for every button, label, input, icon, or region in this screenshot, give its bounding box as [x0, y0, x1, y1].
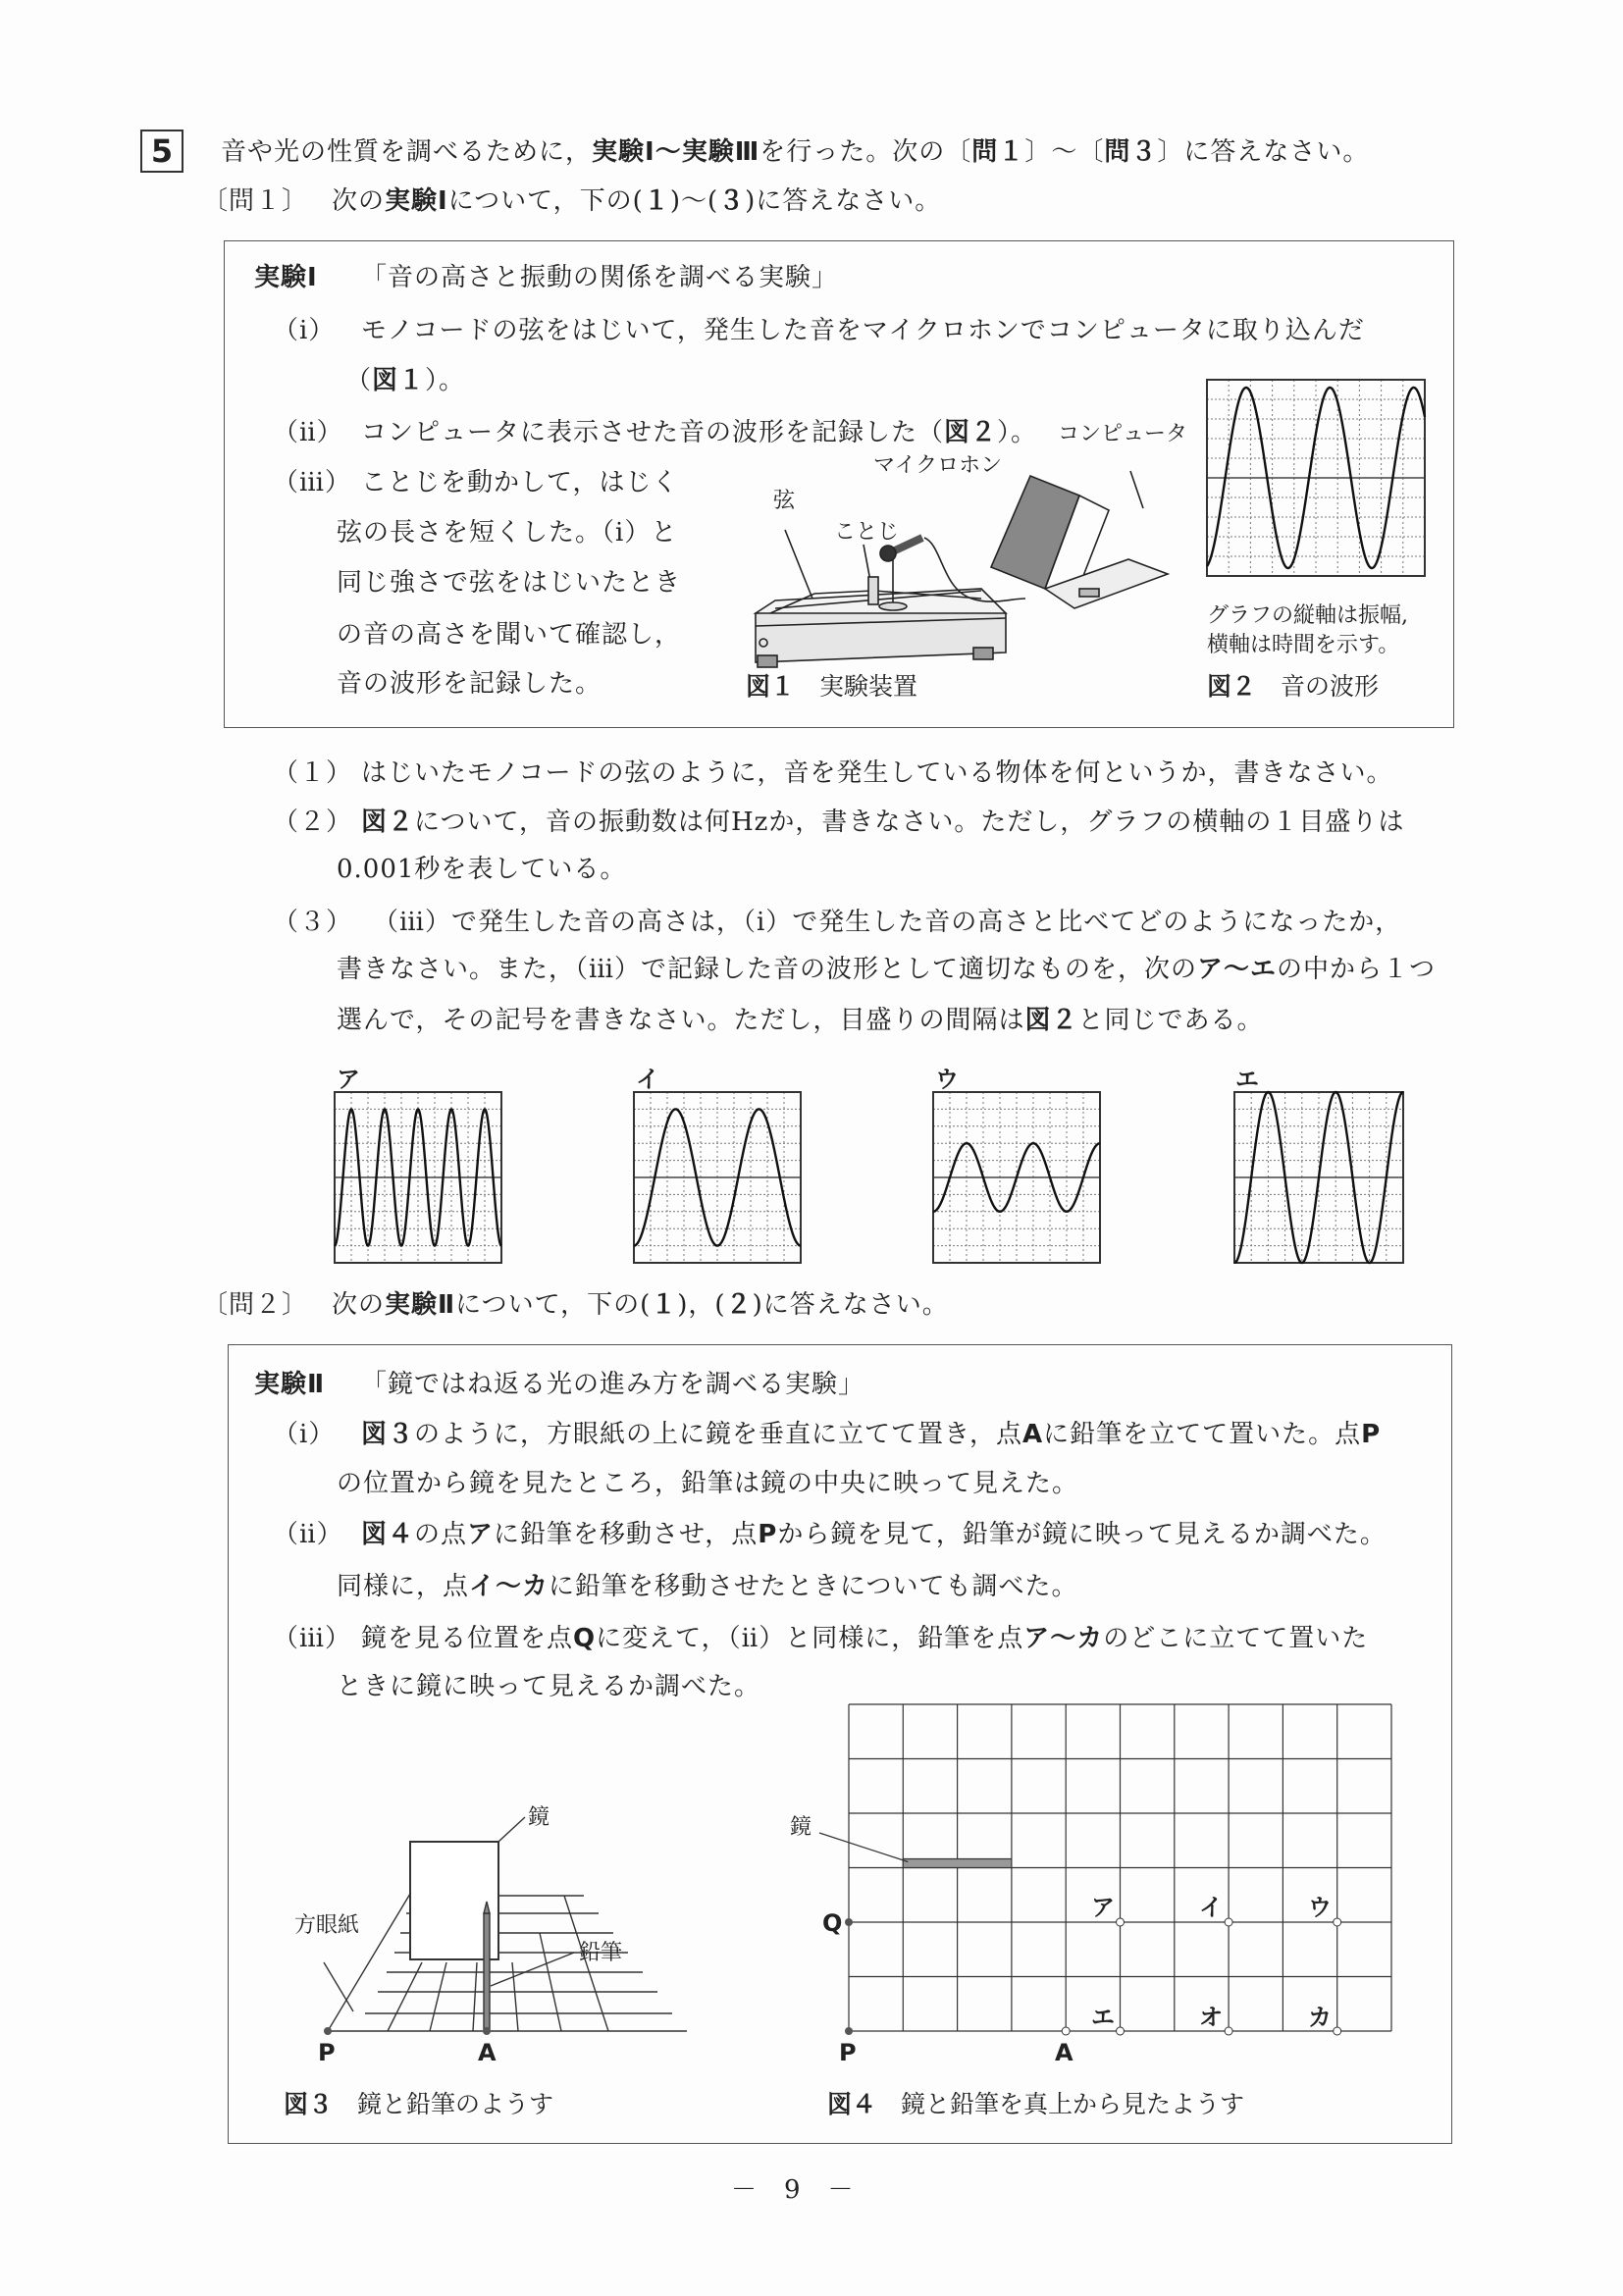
- exp1-title: 「音の高さと振動の関係を調べる実験」: [361, 263, 839, 292]
- fig3-point-p: P: [318, 2039, 336, 2066]
- question-text: [373, 907, 1401, 938]
- fig1-number: 図１: [746, 672, 796, 701]
- bold-text-segment: 問３: [1104, 137, 1158, 167]
- exp2-step-line: [361, 1519, 1387, 1550]
- text-segment: コンピュータに表示させた音の波形を記録した（: [361, 418, 945, 447]
- exp1-step-line: [361, 417, 1037, 448]
- fig2-title: 音の波形: [1281, 672, 1380, 701]
- fig4-point-label: ウ: [1308, 1894, 1332, 1921]
- text-segment: 〕～〔: [1024, 137, 1105, 167]
- exp2-title-label: 実験Ⅱ: [254, 1370, 326, 1399]
- fig4-point-label: イ: [1199, 1894, 1223, 1921]
- text-segment: の中から１つ: [1276, 955, 1436, 984]
- exp2-step-label: （ⅲ）: [273, 1624, 351, 1653]
- text-segment: の音の高さを聞いて確認し，: [337, 620, 682, 650]
- fig3-mirror-label: 鏡: [528, 1805, 550, 1830]
- fig4-point-label: エ: [1091, 2004, 1115, 2031]
- question-text: [337, 1005, 1264, 1036]
- exp2-title: 「鏡ではね返る光の進み方を調べる実験」: [361, 1370, 865, 1399]
- text-segment: の位置から鏡を見たところ，鉛筆は鏡の中央に映って見えた。: [337, 1469, 1079, 1498]
- text-segment: 音の波形を記録した。: [337, 669, 602, 699]
- fig4-point-label: ア: [1091, 1894, 1115, 1921]
- pencil-position-dot: [1117, 2027, 1125, 2035]
- fig3-pencil-label: 鉛筆: [579, 1941, 623, 1965]
- exp2-step-label: （ⅱ）: [273, 1520, 343, 1549]
- text-segment: 選んで，その記号を書きなさい。ただし，目盛りの間隔は: [337, 1006, 1025, 1035]
- fig4-point-a: A: [1055, 2039, 1073, 2066]
- bold-text-segment: 図１: [372, 366, 426, 395]
- exp1-step-label: （ⅰ）: [273, 316, 336, 345]
- fig4-title: 鏡と鉛筆を真上から見たようす: [901, 2090, 1245, 2118]
- text-segment: について，下の(: [455, 1290, 652, 1320]
- text-segment: について，下の(: [447, 186, 644, 216]
- text-segment: （: [345, 366, 373, 395]
- text-segment: 同じ強さで弦をはじいたとき: [337, 568, 682, 598]
- text-segment: ）。: [425, 366, 466, 395]
- fig4-point-q: Q: [822, 1909, 843, 1937]
- fig4-point-label: オ: [1199, 2004, 1223, 2031]
- q1-text: [332, 185, 941, 217]
- text-segment: 〕に答えなさい。: [1157, 137, 1370, 167]
- option-i-waveform: [634, 1092, 801, 1263]
- text-segment: )に答えなさい。: [745, 186, 942, 216]
- microphone-label: マイクロホン: [873, 453, 1003, 478]
- option-a-waveform: [335, 1092, 501, 1263]
- exp1-step-line: [337, 517, 677, 548]
- page-number: － 9 －: [731, 2175, 855, 2205]
- text-segment: 次の: [332, 186, 386, 216]
- point-p-dot: [845, 2027, 853, 2035]
- fig4-number: 図４: [827, 2090, 877, 2118]
- text-segment: のように，方眼紙の上に鏡を垂直に立てて置き，点: [414, 1420, 1022, 1449]
- text-segment: 同様に，点: [337, 1572, 470, 1601]
- fig4-point-label: カ: [1308, 2004, 1332, 2031]
- q1-label: 〔問１〕: [202, 186, 309, 216]
- option-e-waveform: [1234, 1092, 1403, 1263]
- mirror-mark: [903, 1859, 1012, 1868]
- text-segment: モノコードの弦をはじいて，発生した音をマイクロホンでコンピュータに取り込んだ: [361, 316, 1365, 345]
- bold-text-segment: 図２: [361, 808, 415, 837]
- question-label: （２）: [273, 808, 353, 837]
- question-text: [337, 954, 1436, 985]
- text-segment: ）。: [997, 418, 1038, 447]
- fig4-mirror-label: 鏡: [790, 1815, 812, 1840]
- q2-label: 〔問２〕: [202, 1290, 309, 1320]
- text-segment: )に答えなさい。: [752, 1290, 949, 1320]
- text-segment: ことじを動かして，はじく: [361, 468, 679, 497]
- bold-text-segment: ア～カ: [1023, 1624, 1104, 1653]
- fig2-note: グラフの縦軸は振幅,: [1207, 603, 1408, 628]
- text-segment: 鏡を見る位置を点: [361, 1624, 574, 1653]
- point-a-dot: [1062, 2027, 1070, 2035]
- option-label-e: エ: [1235, 1066, 1259, 1093]
- bold-text-segment: ア: [467, 1520, 495, 1549]
- exp2-step-line: [361, 1623, 1368, 1654]
- pencil-position-dot: [1117, 1918, 1125, 1926]
- question-text: [361, 757, 1392, 789]
- text-segment: )，(: [677, 1290, 726, 1320]
- point-q-dot: [845, 1918, 853, 1926]
- bold-text-segment: 問１: [971, 137, 1025, 167]
- exp1-step-line: [337, 567, 681, 599]
- bold-text-segment: 実験Ⅰ: [385, 186, 448, 216]
- text-segment: （ⅲ）で発生した音の高さは，（ⅰ）で発生した音の高さと比べてどのようになったか，: [373, 908, 1402, 937]
- text-segment: 次の: [332, 1290, 386, 1320]
- q2-text: [332, 1289, 949, 1321]
- bold-text-segment: イ～カ: [469, 1572, 550, 1601]
- fig1-caption: [746, 667, 917, 703]
- exp2-step-line: [361, 1419, 1381, 1450]
- fig2-waveform-graph: [1207, 380, 1425, 576]
- bold-text-segment: P: [758, 1520, 778, 1549]
- bold-text-segment: 実験Ⅰ～実験Ⅲ: [592, 137, 760, 167]
- text-segment: )～(: [669, 186, 719, 216]
- text-segment: に鉛筆を立てて置いた。点: [1043, 1420, 1362, 1449]
- option-label-a: ア: [337, 1066, 360, 1093]
- question-text: [337, 854, 626, 885]
- bold-text-segment: A: [1021, 1420, 1044, 1449]
- question-text: [361, 807, 1404, 838]
- monochord-apparatus-illustration: [746, 451, 1207, 677]
- bold-text-segment: ２: [725, 1290, 753, 1320]
- bold-text-segment: ア～エ: [1196, 955, 1277, 984]
- text-segment: について，音の振動数は何Hzか，書きなさい。ただし，グラフの横軸の１目盛りは: [414, 808, 1405, 837]
- exp1-step-line: [361, 315, 1365, 346]
- bold-text-segment: P: [1361, 1420, 1382, 1449]
- fig3-point-a: A: [478, 2039, 497, 2066]
- pencil-position-dot: [1225, 2027, 1232, 2035]
- exp1-step-label: （ⅲ）: [273, 468, 351, 497]
- exp1-title-label: 実験Ⅰ: [254, 263, 318, 292]
- text-segment: 弦の長さを短くした。（ⅰ）と: [337, 518, 678, 548]
- bold-text-segment: Q: [573, 1624, 597, 1653]
- problem-intro: [221, 136, 1369, 168]
- text-segment: に変えて，（ⅱ）と同様に，鉛筆を点: [596, 1624, 1024, 1653]
- exp2-step-label: （ⅰ）: [273, 1420, 336, 1449]
- option-u-waveform: [933, 1092, 1100, 1263]
- exp1-step-label: （ⅱ）: [273, 418, 343, 447]
- fig2-note: 横軸は時間を示す。: [1207, 633, 1400, 657]
- pencil-position-dot: [1225, 1918, 1232, 1926]
- exp1-step-line: [361, 467, 678, 498]
- exp2-step-line: [337, 1468, 1078, 1499]
- exp2-step-line: [337, 1671, 760, 1702]
- pencil-position-dot: [1334, 2027, 1341, 2035]
- bold-text-segment: 図２: [1024, 1006, 1078, 1035]
- text-segment: ときに鏡に映って見えるか調べた。: [337, 1672, 761, 1701]
- text-segment: のどこに立てて置いた: [1103, 1624, 1369, 1653]
- question-label: （３）: [273, 908, 353, 937]
- exp1-step-line: [345, 365, 465, 396]
- bold-text-segment: ３: [718, 186, 746, 216]
- text-segment: 0.001秒を表している。: [337, 855, 627, 884]
- question-label: （１）: [273, 758, 353, 788]
- text-segment: を行った。次の〔: [759, 137, 972, 167]
- pencil-position-dot: [1334, 1918, 1341, 1926]
- bold-text-segment: １: [651, 1290, 678, 1320]
- bold-text-segment: １: [643, 186, 670, 216]
- fig2-caption: [1207, 667, 1379, 703]
- fig3-paper-label: 方眼紙: [294, 1913, 360, 1938]
- bold-text-segment: 図３: [361, 1420, 415, 1449]
- bold-text-segment: 図４: [361, 1520, 415, 1549]
- bridge-label: ことじ: [834, 520, 900, 545]
- fig1-title: 実験装置: [819, 672, 918, 701]
- text-segment: 音や光の性質を調べるために，: [221, 137, 593, 167]
- problem-number: 5: [140, 130, 183, 173]
- text-segment: から鏡を見て，鉛筆が鏡に映って見えるか調べた。: [777, 1520, 1387, 1549]
- text-segment: に鉛筆を移動させ，点: [494, 1520, 759, 1549]
- fig3-caption: [284, 2085, 553, 2120]
- option-label-i: イ: [636, 1066, 659, 1093]
- exp1-step-line: [337, 668, 602, 700]
- fig3-number: 図３: [284, 2090, 334, 2118]
- text-segment: 書きなさい。また，（ⅲ）で記録した音の波形として適切なものを，次の: [337, 955, 1197, 984]
- string-label: 弦: [773, 489, 796, 513]
- exp2-step-line: [337, 1571, 1078, 1602]
- exp1-step-line: [337, 619, 681, 651]
- option-label-u: ウ: [935, 1066, 959, 1093]
- computer-label: コンピュータ: [1058, 422, 1188, 446]
- fig3-title: 鏡と鉛筆のようす: [357, 2090, 554, 2118]
- fig2-number: 図２: [1207, 672, 1257, 701]
- fig4-point-p: P: [839, 2039, 857, 2066]
- fig4-caption: [827, 2085, 1244, 2120]
- bold-text-segment: 図２: [944, 418, 998, 447]
- bold-text-segment: 実験Ⅱ: [385, 1290, 456, 1320]
- text-segment: の点: [414, 1520, 468, 1549]
- text-segment: はじいたモノコードの弦のように，音を発生している物体を何というか，書きなさい。: [361, 758, 1393, 788]
- mirror-leader-line: [819, 1833, 908, 1862]
- text-segment: と同じである。: [1077, 1006, 1264, 1035]
- text-segment: に鉛筆を移動させたときについても調べた。: [549, 1572, 1078, 1601]
